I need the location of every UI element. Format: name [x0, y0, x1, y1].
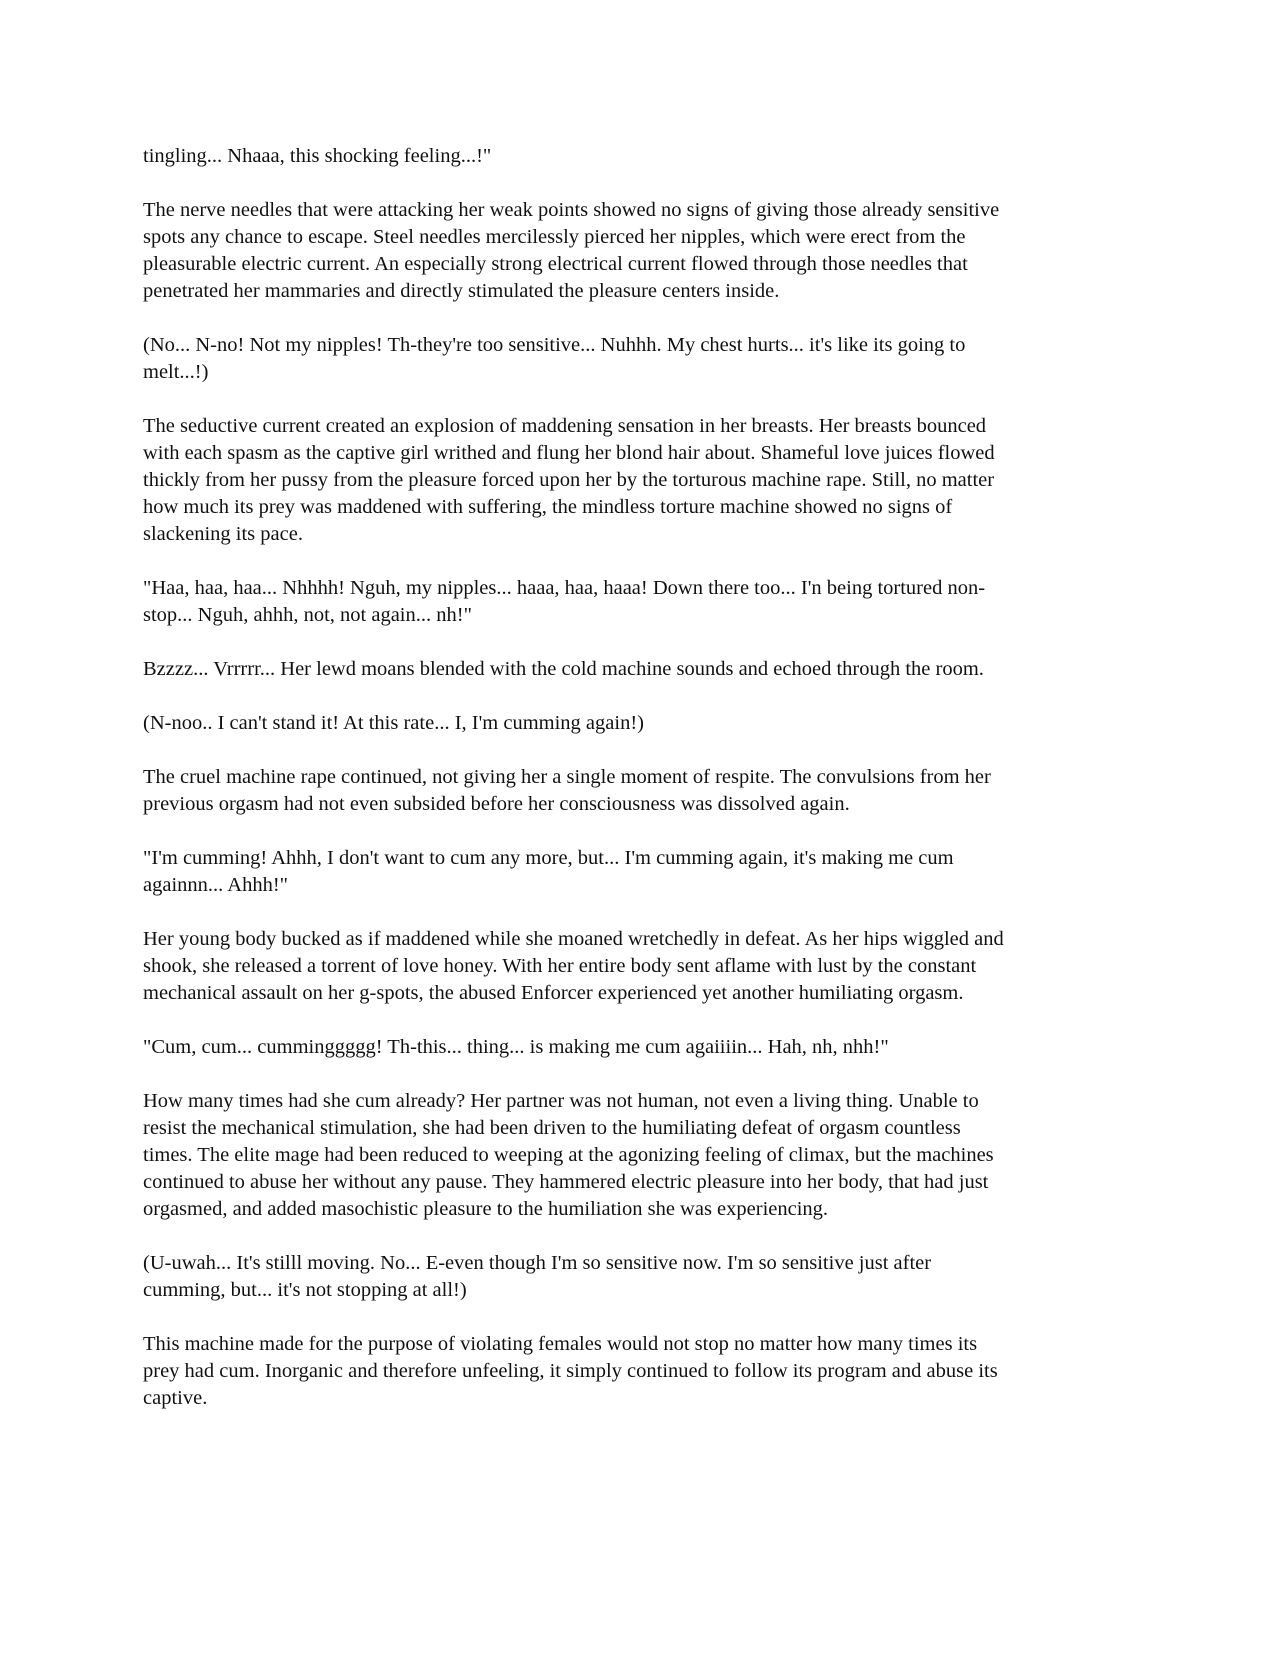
text-line: captive.	[143, 1387, 208, 1409]
text-line: thickly from her pussy from the pleasure forced upon her by the torturous machine rape. Still, no matter	[143, 469, 995, 491]
text-line: This machine made for the purpose of violating females would not stop no matter how many times its	[143, 1333, 978, 1355]
text-line: Her young body bucked as if maddened while she moaned wretchedly in defeat. As her hips wiggled and	[143, 928, 1004, 950]
text-line: "Cum, cum... cumminggggg! Th-this... thing... is making me cum agaiiiin... Hah, nh, nhh!"	[143, 1036, 889, 1058]
text-line: slackening its pace.	[143, 523, 303, 545]
text-line: againnn... Ahhh!"	[143, 874, 289, 896]
paragraph	[143, 197, 1103, 305]
paragraph	[143, 710, 1103, 737]
text-line: (No... N-no! Not my nipples! Th-they're too sensitive... Nuhhh. My chest hurts... it's like its going to	[143, 334, 966, 356]
text-line: The seductive current created an explosion of maddening sensation in her breasts. Her breasts bounced	[143, 415, 987, 437]
text-line: mechanical assault on her g-spots, the abused Enforcer experienced yet another humiliating orgasm.	[143, 982, 964, 1004]
text-line: penetrated her mammaries and directly stimulated the pleasure centers inside.	[143, 280, 780, 302]
paragraph	[143, 764, 1103, 818]
paragraph	[143, 845, 1103, 899]
text-line: prey had cum. Inorganic and therefore unfeeling, it simply continued to follow its program and abuse its	[143, 1360, 998, 1382]
text-line: spots any chance to escape. Steel needles mercilessly pierced her nipples, which were erect from the	[143, 226, 966, 248]
text-line: with each spasm as the captive girl writhed and flung her blond hair about. Shameful love juices flowed	[143, 442, 995, 464]
text-line: "Haa, haa, haa... Nhhhh! Nguh, my nipples... haaa, haa, haaa! Down there too... I'n being tortured non-	[143, 577, 986, 599]
text-line: The cruel machine rape continued, not giving her a single moment of respite. The convulsions from her	[143, 766, 991, 788]
paragraph	[143, 1331, 1103, 1412]
paragraph	[143, 656, 1103, 683]
text-line: tingling... Nhaaa, this shocking feeling...!"	[143, 145, 492, 167]
document-page	[143, 143, 1103, 1439]
paragraph	[143, 332, 1103, 386]
paragraph	[143, 413, 1103, 548]
text-line: resist the mechanical stimulation, she had been driven to the humiliating defeat of orgasm countless	[143, 1117, 961, 1139]
text-line: pleasurable electric current. An especially strong electrical current flowed through those needles that	[143, 253, 968, 275]
text-line: (U-uwah... It's stilll moving. No... E-even though I'm so sensitive now. I'm so sensitive just after	[143, 1252, 932, 1274]
text-line: (N-noo.. I can't stand it! At this rate... I, I'm cumming again!)	[143, 712, 644, 734]
text-line: times. The elite mage had been reduced to weeping at the agonizing feeling of climax, but the machines	[143, 1144, 994, 1166]
text-line: cumming, but... it's not stopping at all!)	[143, 1279, 467, 1301]
paragraph	[143, 926, 1103, 1007]
text-line: stop... Nguh, ahhh, not, not again... nh!"	[143, 604, 472, 626]
text-line: How many times had she cum already? Her partner was not human, not even a living thing. Unable to	[143, 1090, 979, 1112]
paragraph	[143, 143, 1103, 170]
paragraph	[143, 1088, 1103, 1223]
text-line: previous orgasm had not even subsided before her consciousness was dissolved again.	[143, 793, 850, 815]
text-line: shook, she released a torrent of love honey. With her entire body sent aflame with lust by the constant	[143, 955, 977, 977]
paragraph	[143, 575, 1103, 629]
text-line: orgasmed, and added masochistic pleasure to the humiliation she was experiencing.	[143, 1198, 829, 1220]
text-line: The nerve needles that were attacking her weak points showed no signs of giving those already sensitive	[143, 199, 1000, 221]
text-line: continued to abuse her without any pause. They hammered electric pleasure into her body, that had just	[143, 1171, 989, 1193]
text-line: Bzzzz... Vrrrrr... Her lewd moans blended with the cold machine sounds and echoed through the room.	[143, 658, 984, 680]
paragraph	[143, 1034, 1103, 1061]
text-line: "I'm cumming! Ahhh, I don't want to cum any more, but... I'm cumming again, it's making me cum	[143, 847, 954, 869]
paragraph	[143, 1250, 1103, 1304]
text-line: melt...!)	[143, 361, 209, 383]
text-line: how much its prey was maddened with suffering, the mindless torture machine showed no signs of	[143, 496, 953, 518]
